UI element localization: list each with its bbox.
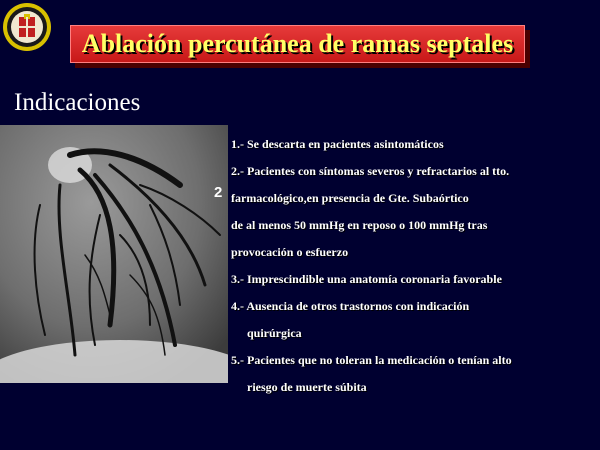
list-line: provocación o esfuerzo bbox=[231, 245, 349, 259]
title-banner bbox=[70, 25, 525, 63]
list-line: 3.- Imprescindible una anatomía coronaria favorable bbox=[231, 272, 502, 286]
list-line: 1.- Se descarta en pacientes asintomáticos bbox=[231, 137, 444, 151]
list-line: 4.- Ausencia de otros trastornos con indicación bbox=[231, 299, 470, 313]
list-line: farmacológico,en presencia de Gte. Subaórtico bbox=[231, 191, 469, 205]
university-seal-icon bbox=[2, 2, 52, 52]
indications-list bbox=[231, 131, 596, 401]
slide-title: Ablación percutánea de ramas septales bbox=[81, 29, 514, 58]
list-line: 2.- Pacientes con síntomas severos y refractarios al tto. bbox=[231, 164, 510, 178]
image-number-label: 2 bbox=[214, 184, 223, 201]
list-line: 5.- Pacientes que no toleran la medicación o tenían alto bbox=[231, 353, 512, 367]
list-line: quirúrgica bbox=[247, 326, 302, 340]
list-line: de al menos 50 mmHg en reposo o 100 mmHg tras bbox=[231, 218, 488, 232]
list-line: riesgo de muerte súbita bbox=[247, 380, 367, 394]
section-heading: Indicaciones bbox=[14, 89, 141, 116]
coronary-angiogram-image bbox=[0, 125, 228, 383]
